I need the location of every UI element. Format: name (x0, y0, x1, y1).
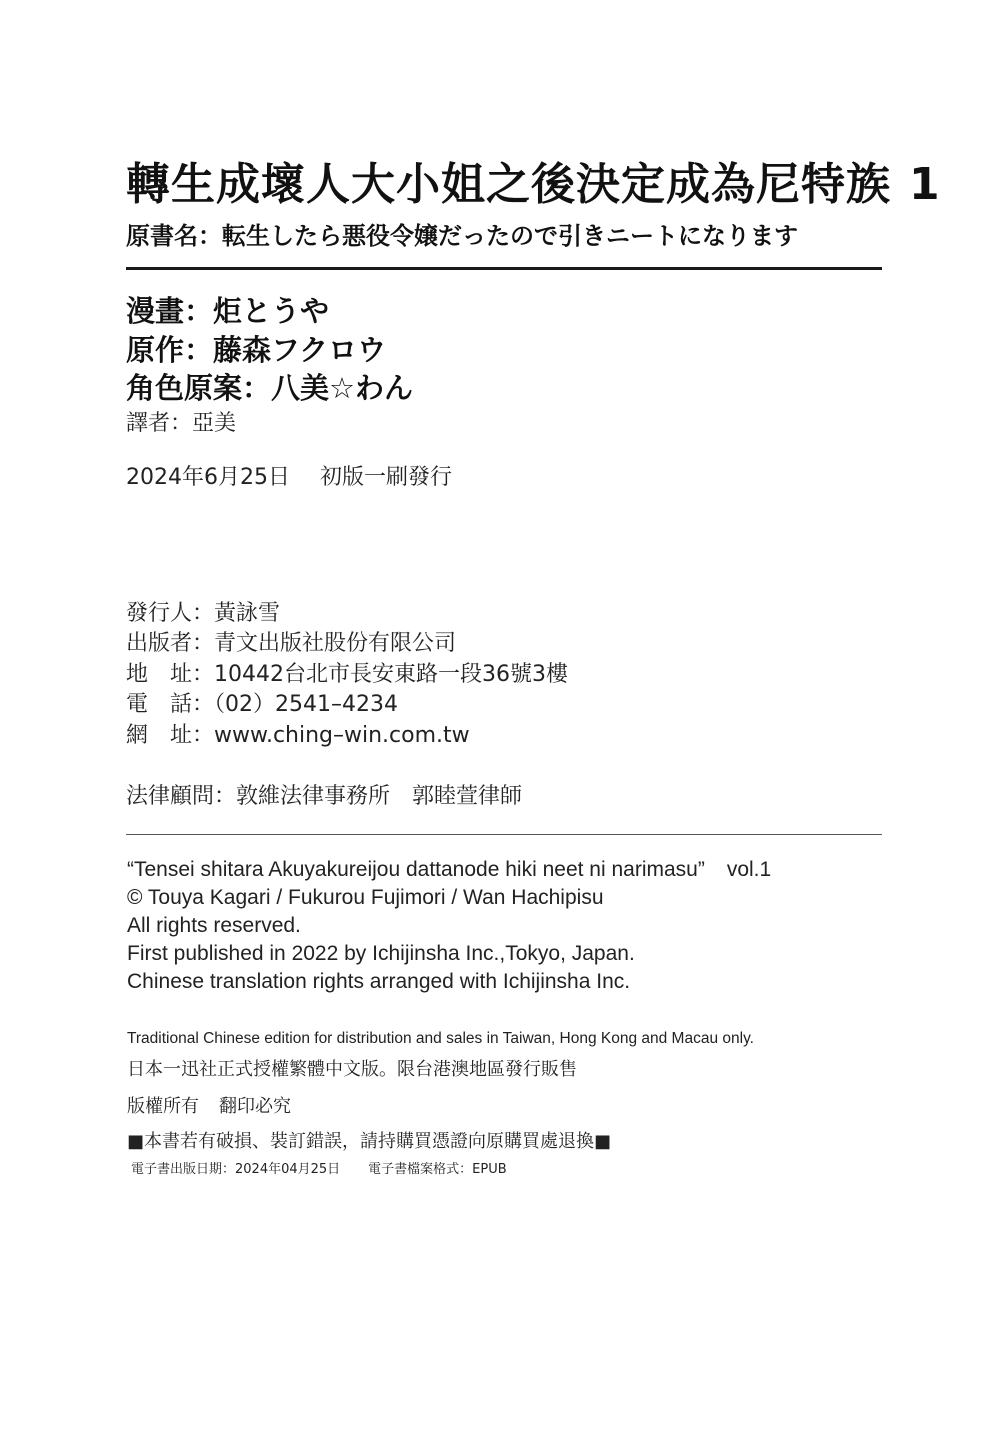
edition-printing: 初版一刷發行 (319, 465, 452, 490)
distribution-english: Traditional Chinese edition for distribution and sales in Taiwan, Hong Kong and Macau only. (127, 1030, 754, 1047)
copyright-authors: © Touya Kagari / Fukurou Fujimori / Wan Hachipisu (127, 886, 604, 909)
book-title (126, 148, 941, 212)
copyright-original-title: “Tensei shitara Akuyakureijou dattanode hiki neet ni narimasu” (127, 858, 705, 881)
rights-reserved (127, 1092, 291, 1118)
copyright-volume: vol.1 (726, 858, 772, 881)
volume-number: 1 (909, 159, 941, 210)
original-title: 原書名：転生したら悪役令嬢だったので引きニートになります (126, 222, 798, 250)
distribution-chinese: 日本一迅社正式授權繁體中文版。限台港澳地區發行販售 (127, 1059, 577, 1080)
publisher-company: 出版者：青文出版社股份有限公司 (126, 631, 457, 656)
publisher-address: 地 址：10442台北市長安東路一段36號3樓 (126, 662, 568, 687)
ebook-format: 電子書檔案格式：EPUB (368, 1162, 507, 1177)
return-notice: ■本書若有破損、裝訂錯誤，請持購買憑證向原購買處退換■ (127, 1131, 612, 1152)
credit-translator: 譯者：亞美 (126, 411, 237, 436)
rights-left: 版權所有 (127, 1096, 199, 1117)
publisher-phone: 電 話：（02）2541–4234 (126, 692, 398, 717)
copyright-first-published: First published in 2022 by Ichijinsha Inc.,Tokyo, Japan. (127, 942, 635, 965)
edition-date: 2024年6月25日 (126, 465, 290, 490)
rights-right: 翻印必究 (219, 1096, 291, 1117)
section-divider (126, 834, 882, 835)
ebook-date: 電子書出版日期：2024年04月25日 (131, 1162, 341, 1177)
book-title-main: 轉生成壞人大小姐之後決定成為尼特族 (126, 159, 891, 210)
copyright-rights: All rights reserved. (127, 914, 301, 937)
credit-character-design: 角色原案：八美☆わん (126, 371, 413, 405)
colophon-page (126, 0, 941, 1433)
publisher-website: 網 址：www.ching–win.com.tw (126, 723, 470, 748)
edition-line (126, 460, 452, 491)
copyright-title-line (127, 858, 771, 882)
ebook-info (131, 1158, 507, 1177)
credit-original-author: 原作：藤森フクロウ (126, 333, 387, 367)
credit-manga: 漫畫：炬とうや (126, 294, 330, 328)
legal-advisor: 法律顧問：敦維法律事務所 郭睦萱律師 (126, 784, 523, 809)
title-divider (126, 267, 882, 270)
publisher-person: 發行人：黃詠雪 (126, 601, 281, 626)
copyright-translation-rights: Chinese translation rights arranged with Ichijinsha Inc. (127, 970, 631, 993)
